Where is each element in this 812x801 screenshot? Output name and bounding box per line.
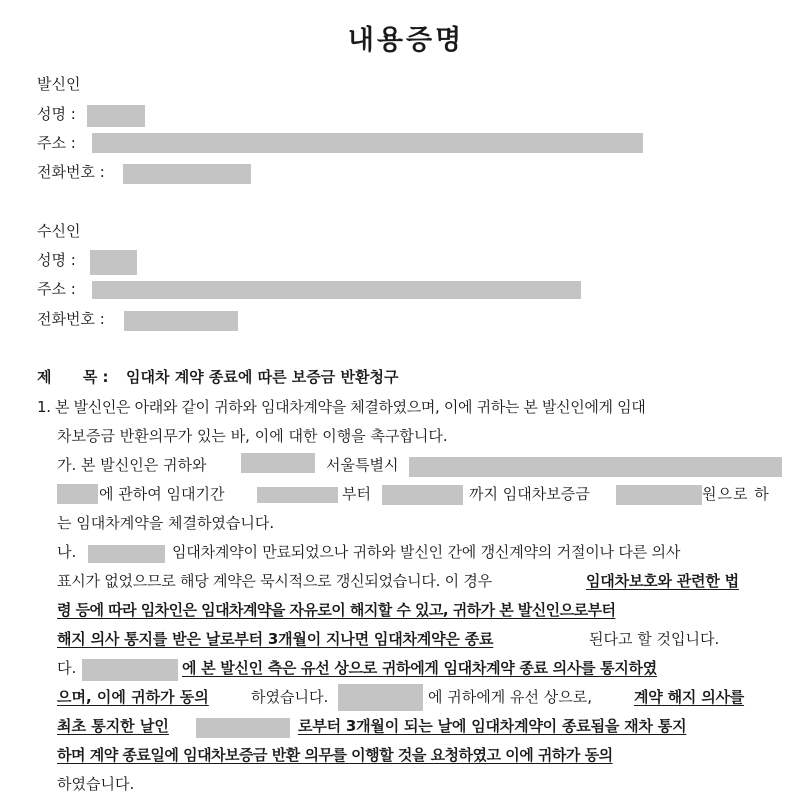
recipient-phone-label: 전화번호 : — [37, 310, 105, 328]
na-redaction-1 — [88, 545, 165, 563]
recipient-name-label: 성명 : — [37, 251, 76, 269]
item-na-part-2: 임대차계약이 만료되었으나 귀하와 발신인 간에 갱신계약의 거절이나 다른 의사 — [172, 543, 681, 561]
da-redaction-2 — [338, 684, 423, 711]
item-ga-part-2: 서울특별시 — [326, 456, 399, 474]
recipient-phone-redaction — [124, 311, 238, 331]
item-da-part-10: 하였습니다. — [57, 775, 135, 793]
item-na-part-1: 나. — [57, 543, 77, 561]
item-da-part-6: 계약 해지 의사를 — [634, 688, 745, 706]
item-da-part-8: 로부터 3개월이 되는 날에 임대차계약이 종료됨을 재차 통지 — [298, 717, 687, 735]
recipient-address-redaction — [92, 281, 581, 299]
recipient-address-label: 주소 : — [37, 280, 76, 298]
sender-address-label: 주소 : — [37, 134, 76, 152]
item-ga-part-5: 까지 임대차보증금 — [469, 485, 590, 503]
item-da-part-2: 에 본 발신인 측은 유선 상으로 귀하에게 임대차계약 종료 의사를 통지하였 — [182, 659, 657, 677]
sender-phone-label: 전화번호 : — [37, 163, 105, 181]
recipient-name-redaction — [90, 250, 137, 275]
item-da-part-1: 다. — [57, 659, 77, 677]
recipient-heading: 수신인 — [37, 222, 81, 240]
ga-redaction-3 — [57, 484, 98, 504]
item-da-part-7: 최초 통지한 날인 — [57, 717, 169, 735]
item-ga-part-4: 부터 — [342, 485, 371, 503]
ga-redaction-5 — [382, 485, 463, 505]
ga-redaction-6 — [616, 485, 702, 505]
da-redaction-1 — [82, 659, 178, 681]
paragraph-1-line-2: 차보증금 반환의무가 있는 바, 이에 대한 이행을 촉구합니다. — [57, 427, 448, 445]
sender-phone-redaction — [123, 164, 251, 184]
item-na-part-6: 해지 의사 통지를 받은 날로부터 3개월이 지나면 임대차계약은 종료 — [57, 630, 494, 648]
item-da-part-9: 하며 계약 종료일에 임대차보증금 반환 의무를 이행할 것을 요청하였고 이에 귀하가 동의 — [57, 746, 613, 764]
paragraph-1-line-1: 1. 본 발신인은 아래와 같이 귀하와 임대차계약을 체결하였으며, 이에 귀하는 본 발신인에게 임대 — [37, 398, 646, 416]
item-da-part-4: 하였습니다. — [251, 688, 329, 706]
sender-name-redaction — [87, 105, 145, 127]
item-na-part-7: 된다고 할 것입니다. — [589, 630, 720, 648]
document-title: 내용증명 — [347, 25, 465, 56]
item-na-part-5: 령 등에 따라 임차인은 임대차계약을 자유로이 해지할 수 있고, 귀하가 본 발신인으로부터 — [57, 601, 616, 619]
sender-heading: 발신인 — [37, 75, 81, 93]
sender-name-label: 성명 : — [37, 105, 76, 123]
item-ga-part-6: 원으로 하 — [702, 485, 770, 503]
da-redaction-3 — [196, 718, 290, 738]
item-ga-part-1: 가. 본 발신인은 귀하와 — [57, 456, 207, 474]
ga-redaction-2 — [409, 457, 782, 477]
subject-label: 제 목 : — [37, 368, 109, 386]
item-da-part-5: 에 귀하에게 유선 상으로, — [428, 688, 592, 706]
sender-address-redaction — [92, 133, 643, 153]
subject-text: 임대차 계약 종료에 따른 보증금 반환청구 — [126, 368, 399, 386]
ga-redaction-4 — [257, 487, 338, 503]
item-ga-part-7: 는 임대차계약을 체결하였습니다. — [57, 514, 275, 532]
item-ga-part-3: 에 관하여 임대기간 — [99, 485, 225, 503]
item-na-part-4: 임대차보호와 관련한 법 — [586, 572, 739, 590]
ga-redaction-1 — [241, 453, 315, 473]
item-da-part-3: 으며, 이에 귀하가 동의 — [57, 688, 209, 706]
item-na-part-3: 표시가 없었으므로 해당 계약은 묵시적으로 갱신되었습니다. 이 경우 — [57, 572, 492, 590]
